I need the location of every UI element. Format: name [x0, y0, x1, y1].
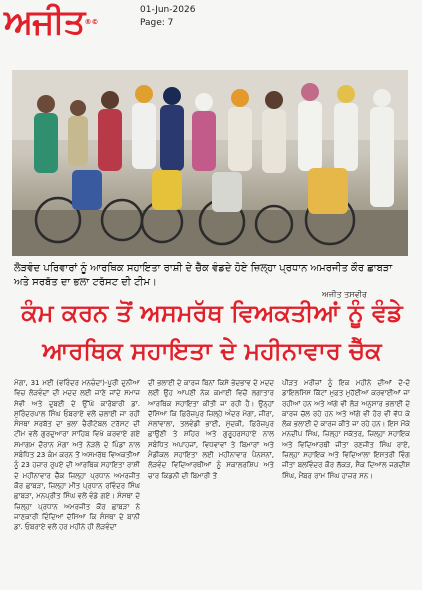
- edition-meta: [140, 4, 195, 30]
- logo-text: ਅਜੀਤ: [4, 2, 85, 42]
- masthead: [0, 0, 422, 48]
- registered-mark: ®©: [84, 18, 99, 26]
- photo-credit: ਅਜੀਤ ਤਸਵੀਰ: [322, 290, 367, 299]
- headline-line-1: ਕੰਮ ਕਰਨ ਤੋਂ ਅਸਮਰੱਥ ਵਿਅਕਤੀਆਂ ਨੂੰ ਵੰਡੇ: [21, 299, 403, 327]
- page-number: Page: 7: [140, 18, 174, 28]
- newspaper-logo: [4, 4, 98, 40]
- article-column-3: ਪੀੜਤ ਮਰੀਜ਼ਾਂ ਨੂੰ ਇਕ ਮਹੀਨੇ ਦੀਆਂ ਦੋ-ਦੋ ਡਾਇਲਸਿਸ ਕਿੱਟਾਂ ਮੁਫ਼ਤ ਮੁਹੱਈਆ ਕਰਵਾਈਆਂ ਜਾ ਰਹੀਆਂ ਹਨ ਅਤੇ ਅੱਗੇ ਵੀ ਲੋੜ ਅਨੁਸਾਰ ਭਲਾਈ ਦੇ ਕਾਰਜ ਚੱਲ ਰਹੇ ਹਨ ਅਤੇ ਅੱਗੇ ਵੀ ਹੋਰ ਵੀ ਵੱਧ ਕੇ ਲੋਕ ਭਲਾਈ ਦੇ ਕਾਰਜ ਕੀਤੇ ਜਾ ਰਹੇ ਹਨ। ਇਸ ਮੌਕੇ ਮਨਦੀਪ ਸਿੰਘ, ਜ਼ਿਲ੍ਹਾ ਸਕੱਤਰ, ਜ਼ਿਲ੍ਹਾ ਸਹਾਇਕ ਅਤੇ ਵਿਦਿਆਰਥੀ ਜੀਤਾ ਰਣਜੀਤ ਸਿੰਘ ਰਾਏ, ਜ਼ਿਲ੍ਹਾ ਸਹਾਇਕ ਅਤੇ ਵਿਦਿਆਲਾ ਇਸਤਰੀ ਵਿੰਗ ਜੀਤਾ ਬਲਵਿੰਦਰ ਕੌਰ ਲੱਕੜ, ਸੈਕ ਦਿਆਲ ਜਗਦੀਸ਼ ਸਿੰਘ, ਮੈਂਬਰ ਰਾਮ ਸਿੰਘ ਹਾਜ਼ਰ ਸਨ।: [282, 379, 410, 480]
- article-column-1: ਮੋਗਾ, 31 ਮਈ (ਵਰਿੰਦਰ ਮਨਚੰਦਾ)-ਪੂਰੀ ਦੁਨੀਆ ਵਿਚ ਲੋੜਵੰਦਾਂ ਦੀ ਮਦਦ ਲਈ ਜਾਣੇ ਜਾਂਦੇ ਸਮਾਜ ਸੇਵੀ ਅਤੇ ਦੁਬਈ ਦੇ ਉੱਘੇ ਕਾਰੋਬਾਰੀ ਡਾ. ਸੁਰਿੰਦਰਪਾਲ ਸਿੰਘ ਓਬਰਾਏ ਵਲੋਂ ਚਲਾਈ ਜਾ ਰਹੀ ਸੰਸਥਾ ਸਰਬੱਤ ਦਾ ਭਲਾ ਚੈਰੀਟੇਬਲ ਟਰੱਸਟ ਦੀ ਟੀਮ ਵਲੋਂ ਗੁਰਦੁਆਰਾ ਸਾਹਿਬ ਵਿਖੇ ਕਰਵਾਏ ਗਏ ਸਮਾਗਮ ਦੌਰਾਨ ਮੋਗਾ ਅਤੇ ਨੇੜਲੇ ਦੇ ਪਿੰਡਾਂ ਨਾਲ ਸਬੰਧਿਤ 23 ਕੰਮ ਕਰਨ ਤੋਂ ਅਸਮਰੱਥ ਵਿਅਕਤੀਆਂ ਨੂੰ 23 ਹਜ਼ਾਰ ਰੁਪਏ ਦੀ ਆਰਥਿਕ ਸਹਾਇਤਾ ਰਾਸ਼ੀ ਦੇ ਮਹੀਨਾਵਾਰ ਚੈੱਕ ਜ਼ਿਲ੍ਹਾ ਪ੍ਰਧਾਨ ਅਮਰਜੀਤ ਕੌਰ ਛਾਬੜਾ, ਜ਼ਿਲ੍ਹਾ ਮੀਤ ਪ੍ਰਧਾਨ ਰਵਿੰਦਰ ਸਿੰਘ ਛਾਬੜਾ, ਮਨਪ੍ਰੀਤ ਸਿੰਘ ਵਲੋਂ ਵੰਡੇ ਗਏ। ਸੰਸਥਾ ਦੇ ਜ਼ਿਲ੍ਹਾ ਪ੍ਰਧਾਨ ਅਮਰਜੀਤ ਕੌਰ ਛਾਬੜਾ ਨੇ ਜਾਣਕਾਰੀ ਦਿੰਦਿਆਂ ਦੱਸਿਆ ਕਿ ਸੰਸਥਾ ਦੇ ਬਾਨੀ ਡਾ. ਓਬਰਾਏ ਵਲੋਂ ਹਰ ਮਹੀਨੇ ਹੀ ਲੋੜਵੰਦਾਂ: [14, 379, 140, 532]
- photo-recipients: [72, 168, 348, 214]
- photo-illustration: [12, 70, 408, 256]
- photo-floor: [12, 210, 408, 256]
- photo-caption: ਲੋੜਵੰਦ ਪਰਿਵਾਰਾਂ ਨੂੰ ਆਰਥਿਕ ਸਹਾਇਤਾ ਰਾਸ਼ੀ ਦੇ ਚੈੱਕ ਵੰਡਦੇ ਹੋਏ ਜ਼ਿਲ੍ਹਾ ਪ੍ਰਧਾਨ ਅਮਰਜੀਤ ਕੌਰ ਛਾਬੜਾ ਅਤੇ ਸਰਬੱਤ ਦਾ ਭਲਾ ਟਰੱਸਟ ਦੀ ਟੀਮ।: [14, 263, 393, 288]
- article-column-2: ਦੀ ਭਲਾਈ ਦੇ ਕਾਰਜ ਬਿਨਾਂ ਕਿਸੇ ਭੇਦਭਾਵ ਦੇ ਮਦਦ ਲਈ ਉਹ ਆਪਣੀ ਨੇਕ ਕਮਾਈ ਵਿਚੋਂ ਲਗਾਤਾਰ ਆਰਥਿਕ ਸਹਾਇਤਾ ਕੀਤੀ ਜਾ ਰਹੀ ਹੈ। ਉਨ੍ਹਾਂ ਦੱਸਿਆ ਕਿ ਫ਼ਿਰੋਜ਼ਪੁਰ ਜ਼ਿਲ੍ਹੇ ਅੰਦਰ ਮੋਗਾ, ਜੀਰਾ, ਮੱਲਾਂਵਾਲਾ, ਤਲਵੰਡੀ ਭਾਈ, ਮੁੱਦਕੀ, ਫ਼ਿਰੋਜ਼ਪੁਰ ਛਾਉਣੀ ਤੇ ਸ਼ਹਿਰ ਅਤੇ ਗੁਰੂਹਰਸਹਾਏ ਨਾਲ ਸਬੰਧਿਤ ਅਪਾਹਜਾਂ, ਵਿਧਵਾਵਾਂ ਤੇ ਬਿਮਾਰਾਂ ਅਤੇ ਮੈਡੀਕਲ ਸਹਾਇਤਾ ਲਈ ਮਹੀਨਾਵਾਰ ਪੈਨਸ਼ਨਾਂ, ਲੋੜਵੰਦ ਵਿਦਿਆਰਥੀਆਂ ਨੂੰ ਸਕਾਲਰਸ਼ਿਪ ਅਤੇ ਚਾਰ ਕਿਡਨੀ ਦੀ ਬਿਮਾਰੀ ਤੋਂ: [148, 379, 274, 480]
- news-photo: [12, 70, 408, 256]
- edition-date: 01-Jun-2026: [140, 5, 196, 15]
- headline-line-2: ਆਰਥਿਕ ਸਹਾਇਤਾ ਦੇ ਮਹੀਨਾਵਾਰ ਚੈੱਕ: [42, 337, 382, 365]
